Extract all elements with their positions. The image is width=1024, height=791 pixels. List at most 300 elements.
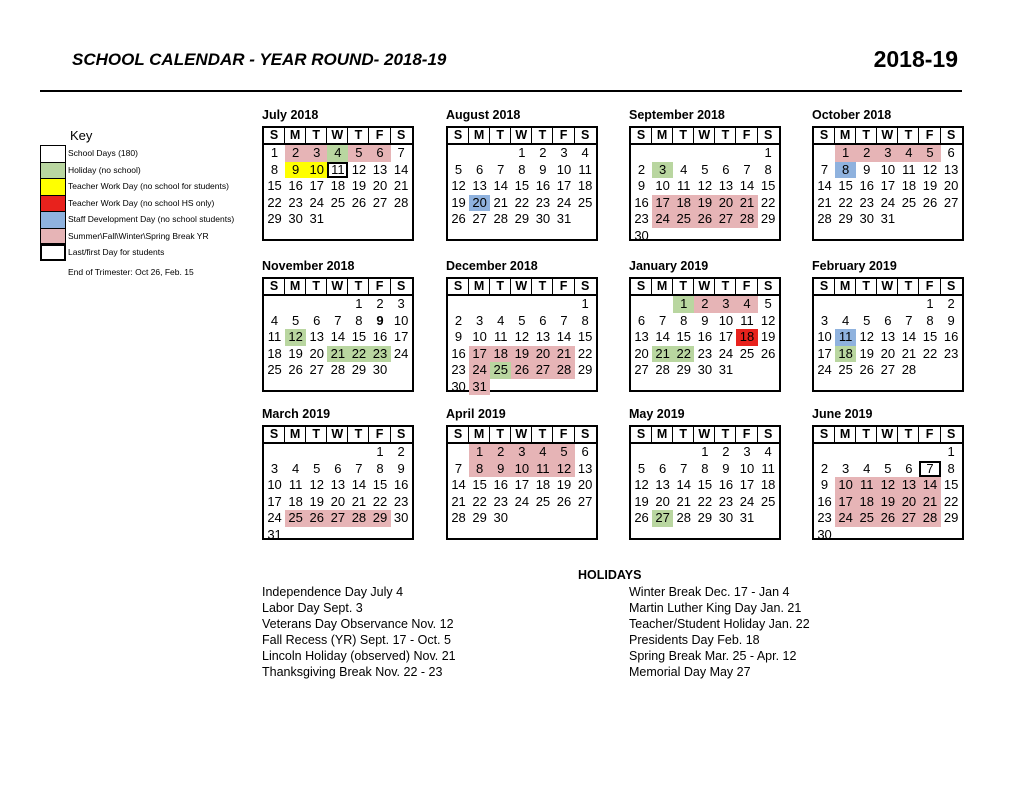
empty-day (941, 362, 962, 379)
calendar-day: 26 (306, 510, 327, 527)
calendar-day: 30 (393, 510, 409, 525)
calendar-day: 22 (514, 194, 530, 210)
empty-day (715, 228, 736, 245)
calendar-day: 11 (856, 477, 877, 494)
calendar-day: 7 (454, 460, 463, 476)
calendar-day: 24 (817, 362, 832, 377)
week-row (264, 362, 412, 379)
weekday-label: W (327, 427, 348, 442)
calendar-day: 15 (514, 178, 530, 193)
empty-day (941, 211, 962, 228)
week-row (631, 494, 779, 511)
key-item (40, 195, 260, 212)
empty-day (264, 296, 285, 313)
calendar-day: 28 (655, 362, 670, 377)
calendar-day: 19 (351, 178, 367, 193)
weekday-label: F (919, 279, 940, 294)
calendar-day: 9 (454, 329, 463, 344)
calendar-day: 19 (694, 195, 715, 212)
week-row (814, 178, 962, 195)
calendar-day: 3 (842, 460, 850, 476)
weekday-label: S (763, 279, 773, 293)
calendar-day: 7 (659, 312, 667, 328)
week-row (814, 296, 962, 313)
calendar-day: 14 (655, 329, 670, 344)
weekday-label: T (898, 427, 919, 442)
month-name: July 2018 (262, 108, 319, 122)
calendar-day: 21 (736, 195, 757, 212)
weekday-label: T (898, 128, 919, 143)
key-swatch (40, 162, 66, 179)
calendar-day: 8 (469, 461, 490, 478)
weekday-label: T (348, 279, 369, 294)
weekday-label: W (511, 279, 532, 294)
weekday-label: T (898, 279, 919, 294)
calendar-day: 11 (532, 461, 553, 478)
calendar-day: 3 (306, 145, 327, 162)
calendar-day: 4 (842, 312, 850, 328)
calendar-day: 13 (472, 178, 487, 193)
weekday-header (264, 427, 412, 444)
weekday-label: T (856, 128, 877, 143)
calendar-day: 23 (288, 194, 303, 210)
empty-day (575, 379, 596, 396)
calendar-day: 10 (306, 162, 327, 179)
calendar-day: 10 (655, 178, 670, 193)
calendar-day: 14 (393, 161, 409, 177)
key-item (40, 145, 260, 162)
weekday-label: S (946, 279, 956, 293)
calendar-day: 13 (634, 329, 649, 344)
calendar-day: 25 (901, 194, 917, 210)
week-row (448, 195, 596, 212)
calendar-day: 5 (553, 444, 574, 461)
calendar-day: 15 (838, 178, 853, 193)
calendar-day: 5 (884, 460, 892, 476)
week-row (448, 211, 596, 228)
calendar-day: 26 (451, 211, 466, 226)
weekday-label: S (631, 279, 652, 294)
month-table (812, 425, 964, 540)
calendar-day: 16 (817, 493, 832, 509)
calendar-day: 11 (288, 477, 303, 492)
calendar-day: 16 (859, 178, 874, 193)
calendar-day: 29 (514, 211, 530, 226)
calendar-day: 24 (835, 510, 856, 527)
week-row (631, 178, 779, 195)
week-row (631, 510, 779, 527)
holidays-list-right (629, 585, 810, 680)
empty-day (673, 145, 694, 162)
weekday-label: S (264, 279, 285, 294)
holiday-item: Winter Break Dec. 17 - Jan 4 (629, 585, 790, 599)
weekday-label: S (264, 427, 285, 442)
weekday-label: W (877, 427, 898, 442)
empty-day (490, 296, 511, 313)
month-name: March 2019 (262, 407, 331, 421)
calendar-day: 14 (919, 477, 940, 494)
week-row (631, 329, 779, 346)
calendar-day: 24 (880, 194, 896, 210)
month-calendar (812, 259, 964, 392)
week-row (264, 510, 412, 527)
empty-day (348, 211, 369, 228)
week-row (448, 461, 596, 478)
calendar-day: 22 (577, 345, 593, 361)
calendar-day: 1 (926, 296, 934, 311)
weekday-label: M (469, 279, 490, 294)
month-table (262, 425, 414, 540)
weekday-label: F (736, 427, 757, 442)
key-item (40, 244, 260, 261)
weekday-label: M (469, 128, 490, 143)
calendar-day: 2 (539, 145, 547, 160)
calendar-day: 14 (739, 178, 755, 193)
empty-day (877, 444, 898, 461)
calendar-day: 21 (652, 346, 673, 363)
month-name: September 2018 (629, 108, 725, 122)
calendar-day: 27 (715, 211, 736, 228)
calendar-day: 6 (884, 312, 892, 328)
key-label: Staff Development Day (no school students) (68, 214, 235, 224)
calendar-day: 7 (905, 312, 913, 328)
calendar-day: 3 (743, 444, 751, 459)
key-label: Summer\Fall\Winter\Spring Break YR (68, 230, 209, 241)
weekday-label: S (814, 128, 835, 143)
calendar-day: 4 (270, 312, 279, 328)
key-label: Last/first Day for students (68, 247, 165, 257)
empty-day (898, 211, 919, 228)
calendar-day: 30 (535, 211, 551, 226)
calendar-day: 16 (288, 178, 303, 193)
calendar-day: 22 (922, 345, 938, 361)
calendar-day: 7 (334, 312, 342, 328)
calendar-day: 5 (313, 460, 321, 476)
calendar-day: 17 (393, 329, 409, 344)
calendar-day: 3 (560, 145, 568, 160)
week-row (631, 477, 779, 494)
weekday-label: S (946, 427, 956, 441)
weekday-label: W (327, 279, 348, 294)
calendar-day: 10 (718, 312, 734, 328)
weekday-label: T (306, 427, 327, 442)
empty-day (835, 296, 856, 313)
calendar-day: 14 (901, 329, 917, 344)
calendar-day: 22 (673, 346, 694, 363)
calendar-day: 21 (327, 346, 348, 363)
calendar-day: 17 (739, 477, 755, 492)
week-row (631, 444, 779, 461)
week-row (264, 296, 412, 313)
calendar-day: 10 (511, 461, 532, 478)
weekday-label: F (369, 279, 390, 294)
weekday-label: W (511, 128, 532, 143)
empty-day (264, 444, 285, 461)
weekday-label: M (652, 427, 673, 442)
week-row (264, 477, 412, 494)
calendar-day: 12 (877, 477, 898, 494)
empty-day (835, 527, 856, 544)
empty-day (919, 527, 940, 544)
calendar-day: 13 (943, 161, 959, 177)
calendar-day: 5 (518, 312, 526, 328)
calendar-day: 16 (493, 477, 508, 492)
calendar-day: 27 (898, 510, 919, 527)
calendar-day: 26 (351, 194, 367, 210)
calendar-day: 29 (943, 510, 959, 525)
month-calendar (629, 259, 781, 392)
calendar-day: 23 (697, 345, 713, 361)
week-row (814, 346, 962, 363)
calendar-day: 8 (701, 460, 709, 476)
weekday-label: T (673, 279, 694, 294)
calendar-day: 1 (469, 444, 490, 461)
calendar-day: 19 (451, 194, 466, 210)
calendar-day: 19 (511, 346, 532, 363)
key-swatch (40, 211, 66, 228)
empty-day (448, 296, 469, 313)
weekday-label: S (814, 279, 835, 294)
month-calendar (262, 407, 414, 540)
weekday-label: W (694, 427, 715, 442)
calendar-day: 5 (348, 145, 369, 162)
empty-day (327, 444, 348, 461)
calendar-day: 30 (493, 510, 508, 525)
calendar-day: 8 (764, 161, 772, 177)
calendar-day: 14 (556, 329, 572, 344)
calendar-day: 7 (820, 161, 829, 177)
empty-day (652, 444, 673, 461)
month-table (629, 425, 781, 540)
weekday-label: T (306, 128, 327, 143)
calendar-day: 4 (327, 145, 348, 162)
calendar-day: 21 (919, 494, 940, 511)
month-table (629, 126, 781, 241)
weekday-header (814, 427, 962, 444)
calendar-day: 2 (820, 460, 829, 476)
weekday-label: T (856, 279, 877, 294)
month-name: May 2019 (629, 407, 685, 421)
calendar-day: 18 (267, 345, 282, 361)
calendar-day: 6 (722, 161, 730, 177)
calendar-day: 26 (634, 510, 649, 525)
calendar-day: 13 (898, 477, 919, 494)
calendar-day: 31 (556, 211, 572, 226)
empty-day (391, 211, 412, 228)
weekday-label: S (580, 279, 590, 293)
calendar-day: 18 (330, 178, 346, 193)
calendar-day: 8 (270, 161, 279, 177)
empty-day (553, 510, 574, 527)
header-divider (40, 90, 962, 92)
calendar-day: 17 (267, 493, 282, 509)
month-name: December 2018 (446, 259, 538, 273)
calendar-day: 28 (901, 362, 917, 377)
calendar-day: 10 (739, 460, 755, 476)
calendar-day: 2 (285, 145, 306, 162)
calendar-day: 19 (859, 345, 874, 361)
calendar-day: 21 (393, 178, 409, 193)
calendar-day: 12 (514, 329, 530, 344)
weekday-label: F (919, 427, 940, 442)
calendar-day: 23 (859, 194, 874, 210)
key-label: Holiday (no school) (68, 164, 141, 175)
calendar-day: 27 (532, 362, 553, 379)
month-name: June 2019 (812, 407, 873, 421)
calendar-day: 3 (476, 312, 484, 328)
empty-day (758, 510, 779, 527)
week-row (631, 162, 779, 179)
calendar-day: 28 (330, 362, 346, 377)
empty-day (715, 145, 736, 162)
calendar-day: 20 (634, 345, 649, 361)
calendar-day: 30 (859, 211, 874, 226)
calendar-day: 11 (761, 460, 775, 476)
calendar-day: 23 (943, 345, 959, 361)
calendar-day: 24 (393, 345, 409, 361)
calendar-day: 6 (539, 312, 547, 328)
calendar-day: 8 (680, 312, 688, 328)
weekday-label: T (348, 427, 369, 442)
calendar-day: 9 (722, 460, 730, 476)
calendar-day: 2 (490, 444, 511, 461)
month-calendar (446, 259, 598, 392)
calendar-day: 18 (288, 493, 303, 509)
calendar-day: 15 (943, 477, 959, 492)
week-row (814, 162, 962, 179)
weekday-label: S (763, 128, 773, 142)
calendar-day: 17 (835, 494, 856, 511)
calendar-day: 12 (451, 178, 466, 193)
calendar-day: 23 (634, 211, 649, 226)
key-label: Teacher Work Day (no school for students) (68, 181, 229, 191)
weekday-header (814, 279, 962, 296)
calendar-day: 18 (901, 178, 917, 193)
weekday-label: F (369, 427, 390, 442)
calendar-day: 28 (393, 194, 409, 210)
calendar-day: 8 (355, 312, 363, 328)
holiday-item: Thanksgiving Break Nov. 22 - 23 (262, 664, 443, 679)
empty-day (306, 444, 327, 461)
weekday-label: T (715, 279, 736, 294)
week-row (264, 313, 412, 330)
calendar-day: 5 (292, 312, 300, 328)
week-row (264, 211, 412, 228)
calendar-day: 4 (680, 161, 688, 177)
week-row (814, 362, 962, 379)
weekday-header (264, 128, 412, 145)
calendar-day: 17 (556, 178, 572, 193)
week-row (631, 296, 779, 313)
empty-day (553, 379, 574, 396)
month-calendar (446, 108, 598, 241)
calendar-day: 1 (701, 444, 709, 459)
calendar-day: 14 (676, 477, 691, 492)
calendar-day: 10 (472, 329, 487, 344)
empty-day (575, 211, 596, 228)
calendar-day: 6 (659, 460, 667, 476)
calendar-day: 14 (451, 477, 466, 492)
month-table (262, 126, 414, 241)
week-row (264, 162, 412, 179)
calendar-day: 2 (376, 296, 384, 311)
calendar-day: 27 (327, 510, 348, 527)
calendar-day: 26 (922, 194, 938, 210)
empty-day (814, 145, 835, 162)
calendar-day: 2 (722, 444, 730, 459)
calendar-day: 25 (856, 510, 877, 527)
calendar-day: 13 (655, 477, 670, 492)
empty-day (856, 527, 877, 544)
empty-day (553, 296, 574, 313)
calendar-day: 16 (634, 194, 649, 210)
calendar-day: 16 (372, 329, 388, 344)
calendar-day: 20 (943, 178, 959, 193)
empty-day (575, 510, 596, 527)
week-row (264, 494, 412, 511)
week-row (814, 461, 962, 478)
calendar-day: 7 (497, 161, 505, 177)
calendar-day: 2 (694, 296, 715, 313)
empty-day (469, 296, 490, 313)
empty-day (898, 527, 919, 544)
week-row (448, 346, 596, 363)
calendar-day: 8 (376, 460, 384, 476)
empty-day (814, 444, 835, 461)
calendar-day: 18 (736, 329, 757, 346)
weekday-label: S (448, 279, 469, 294)
empty-day (391, 527, 412, 544)
holiday-item: Independence Day July 4 (262, 585, 404, 599)
weekday-label: W (877, 279, 898, 294)
calendar-day: 20 (655, 493, 670, 509)
calendar-day: 2 (454, 312, 463, 328)
calendar-day: 25 (285, 510, 306, 527)
empty-day (532, 296, 553, 313)
weekday-header (448, 427, 596, 444)
empty-day (736, 228, 757, 245)
calendar-day: 17 (817, 345, 832, 361)
calendar-day: 28 (919, 510, 940, 527)
month-name: January 2019 (629, 259, 709, 273)
week-row (264, 329, 412, 346)
weekday-label: S (580, 128, 590, 142)
calendar-day: 6 (637, 312, 646, 328)
calendar-day: 24 (469, 362, 490, 379)
empty-day (348, 444, 369, 461)
week-row (631, 461, 779, 478)
calendar-day: 20 (577, 477, 593, 492)
month-name: April 2019 (446, 407, 506, 421)
calendar-day: 30 (718, 510, 734, 525)
calendar-day: 17 (652, 195, 673, 212)
calendar-day: 16 (393, 477, 409, 492)
month-calendar (262, 259, 414, 392)
calendar-day: 5 (701, 161, 709, 177)
calendar-day: 23 (369, 346, 390, 363)
calendar-day: 3 (270, 460, 279, 476)
week-row (448, 510, 596, 527)
calendar-day: 7 (680, 460, 688, 476)
empty-day (736, 362, 757, 379)
calendar-day: 9 (285, 162, 306, 179)
calendar-day: 1 (355, 296, 363, 311)
holidays-heading: HOLIDAYS (578, 568, 642, 582)
calendar-day: 17 (718, 329, 734, 344)
calendar-day: 31 (267, 526, 282, 542)
empty-day (369, 211, 390, 228)
empty-day (652, 228, 673, 245)
